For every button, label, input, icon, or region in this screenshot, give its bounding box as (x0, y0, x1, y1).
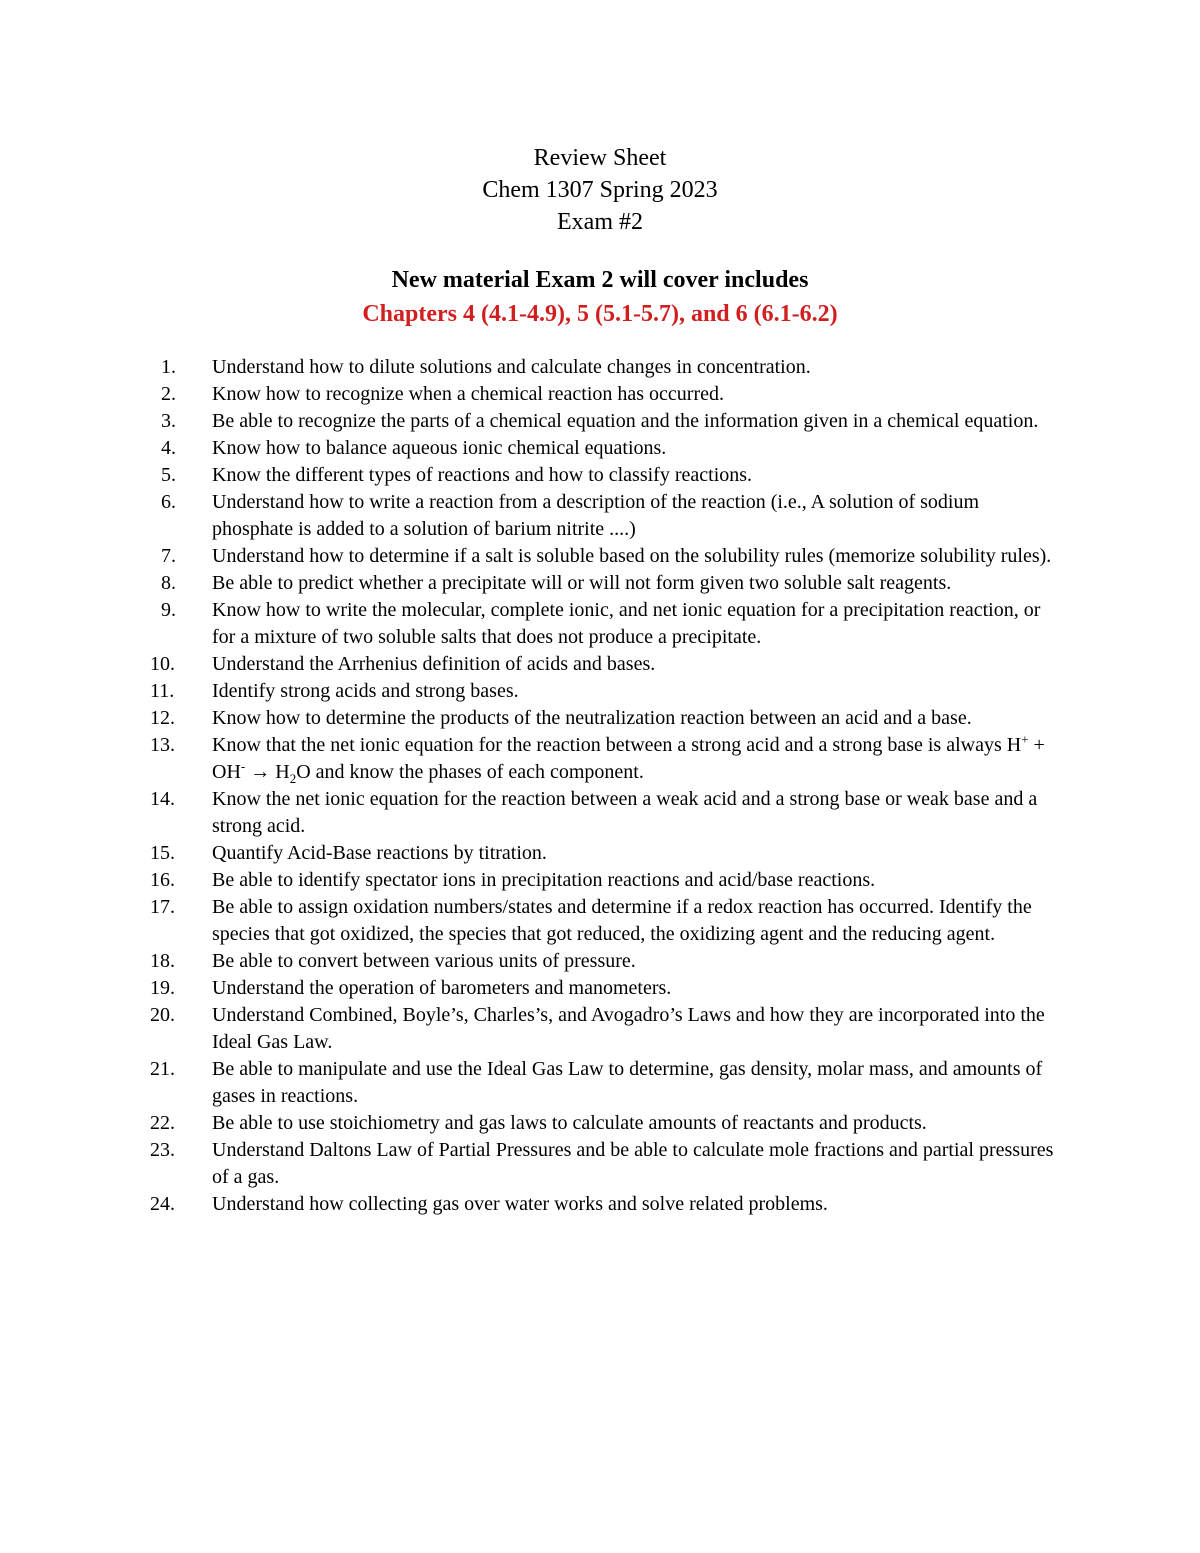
item-number: 23. (150, 1139, 175, 1161)
item-number: 20. (150, 1004, 175, 1026)
list-item (0, 651, 1062, 678)
item-text: Understand how collecting gas over water works and solve related problems. (212, 1193, 828, 1215)
item-text: Be able to identify spectator ions in precipitation reactions and acid/base reactions. (212, 869, 876, 891)
item-text: Understand how to write a reaction from a description of the reaction (i.e., A solution of sodium phosphate is added to a solution of barium nitrite ....) (212, 491, 980, 540)
list-item (0, 597, 1062, 651)
item-text: Know how to recognize when a chemical reaction has occurred. (212, 383, 725, 405)
list-item (0, 489, 1062, 543)
item-number: 16. (150, 869, 175, 891)
item-text-end: O and know the phases of each component. (296, 761, 644, 783)
item-text: Understand Combined, Boyle’s, Charles’s, and Avogadro’s Laws and how they are incorporated into the Ideal Gas Law. (212, 1004, 1045, 1053)
list-item (0, 381, 1062, 408)
item-number: 15. (150, 842, 175, 864)
item-text-part: + OH (212, 734, 1045, 783)
list-item (0, 1056, 1062, 1110)
item-text: Know how to write the molecular, complete ionic, and net ionic equation for a precipitation reaction, or for a mixture of two soluble salts that does not produce a precipitate. (212, 599, 1041, 648)
list-item (0, 435, 1062, 462)
item-number: 1. (161, 356, 176, 378)
item-number: 24. (150, 1193, 175, 1215)
list-item (0, 705, 1062, 732)
review-topics-list (0, 354, 1200, 1218)
item-number: 3. (161, 410, 176, 432)
item-text: Be able to convert between various units of pressure. (212, 950, 636, 972)
item-number: 17. (150, 896, 175, 918)
list-item (0, 894, 1062, 948)
item-text: Be able to use stoichiometry and gas laws to calculate amounts of reactants and products. (212, 1112, 927, 1134)
item-text: Be able to recognize the parts of a chemical equation and the information given in a chemical equation. (212, 410, 1039, 432)
sheet-title: Review Sheet (533, 145, 667, 171)
item-number: 10. (150, 653, 175, 675)
item-text: Know how to determine the products of the neutralization reaction between an acid and a base. (212, 707, 972, 729)
item-text: Quantify Acid-Base reactions by titration. (212, 842, 547, 864)
item-number: 18. (150, 950, 175, 972)
item-number: 4. (161, 437, 176, 459)
item-text: Understand the operation of barometers and manometers. (212, 977, 672, 999)
coverage-heading: New material Exam 2 will cover includes (391, 267, 809, 293)
item-number: 21. (150, 1058, 175, 1080)
item-number: 8. (161, 572, 176, 594)
list-item (0, 354, 1062, 381)
item-text: Be able to predict whether a precipitate will or will not form given two soluble salt reagents. (212, 572, 952, 594)
item-text-start: Know that the net ionic equation for the reaction between a strong acid and a strong base is always H (212, 734, 1022, 756)
list-item (0, 948, 1062, 975)
course-title: Chem 1307 Spring 2023 (482, 177, 718, 203)
item-text: Know how to balance aqueous ionic chemical equations. (212, 437, 667, 459)
list-item (0, 678, 1062, 705)
coverage-section (0, 263, 1200, 331)
subscript-two: 2 (289, 771, 297, 786)
list-item (0, 543, 1062, 570)
item-number: 22. (150, 1112, 175, 1134)
item-number: 9. (161, 599, 176, 621)
item-number: 19. (150, 977, 175, 999)
list-item (0, 732, 1062, 786)
item-text: Understand the Arrhenius definition of acids and bases. (212, 653, 656, 675)
list-item (0, 975, 1062, 1002)
item-number: 13. (150, 734, 175, 756)
list-item (0, 570, 1062, 597)
item-number: 5. (161, 464, 176, 486)
list-item (0, 840, 1062, 867)
item-number: 11. (150, 680, 175, 702)
superscript-minus: - (240, 758, 246, 774)
item-number: 7. (161, 545, 176, 567)
list-item (0, 408, 1062, 435)
item-text: Identify strong acids and strong bases. (212, 680, 519, 702)
item-text: Know the different types of reactions and how to classify reactions. (212, 464, 753, 486)
list-item (0, 1191, 1062, 1218)
item-text: Know the net ionic equation for the reaction between a weak acid and a strong base or weak base and a strong acid. (212, 788, 1038, 837)
item-text: Understand how to determine if a salt is soluble based on the solubility rules (memorize solubility rules). (212, 545, 1052, 567)
list-item (0, 786, 1062, 840)
list-item (0, 462, 1062, 489)
exam-title: Exam #2 (557, 209, 643, 235)
list-item (0, 1002, 1062, 1056)
list-item (0, 867, 1062, 894)
item-text: Be able to assign oxidation numbers/states and determine if a redox reaction has occurred. Identify the species that got oxidized, the species that got reduced, the oxidizing agent and the reducing agent. (212, 896, 1032, 945)
item-text-part: → H (245, 761, 290, 783)
item-text: Be able to manipulate and use the Ideal Gas Law to determine, gas density, molar mass, and amounts of gases in reactions. (212, 1058, 1043, 1107)
list-item (0, 1110, 1062, 1137)
list-item (0, 1137, 1062, 1191)
item-text: Understand Daltons Law of Partial Pressures and be able to calculate mole fractions and partial pressures of a gas. (212, 1139, 1054, 1188)
superscript-plus: + (1021, 731, 1029, 747)
document-header (0, 142, 1200, 238)
item-number: 6. (161, 491, 176, 513)
chapters-covered: Chapters 4 (4.1-4.9), 5 (5.1-5.7), and 6 (6.1-6.2) (362, 301, 838, 327)
item-number: 14. (150, 788, 175, 810)
item-number: 12. (150, 707, 175, 729)
item-number: 2. (161, 383, 176, 405)
item-text: Understand how to dilute solutions and calculate changes in concentration. (212, 356, 811, 378)
